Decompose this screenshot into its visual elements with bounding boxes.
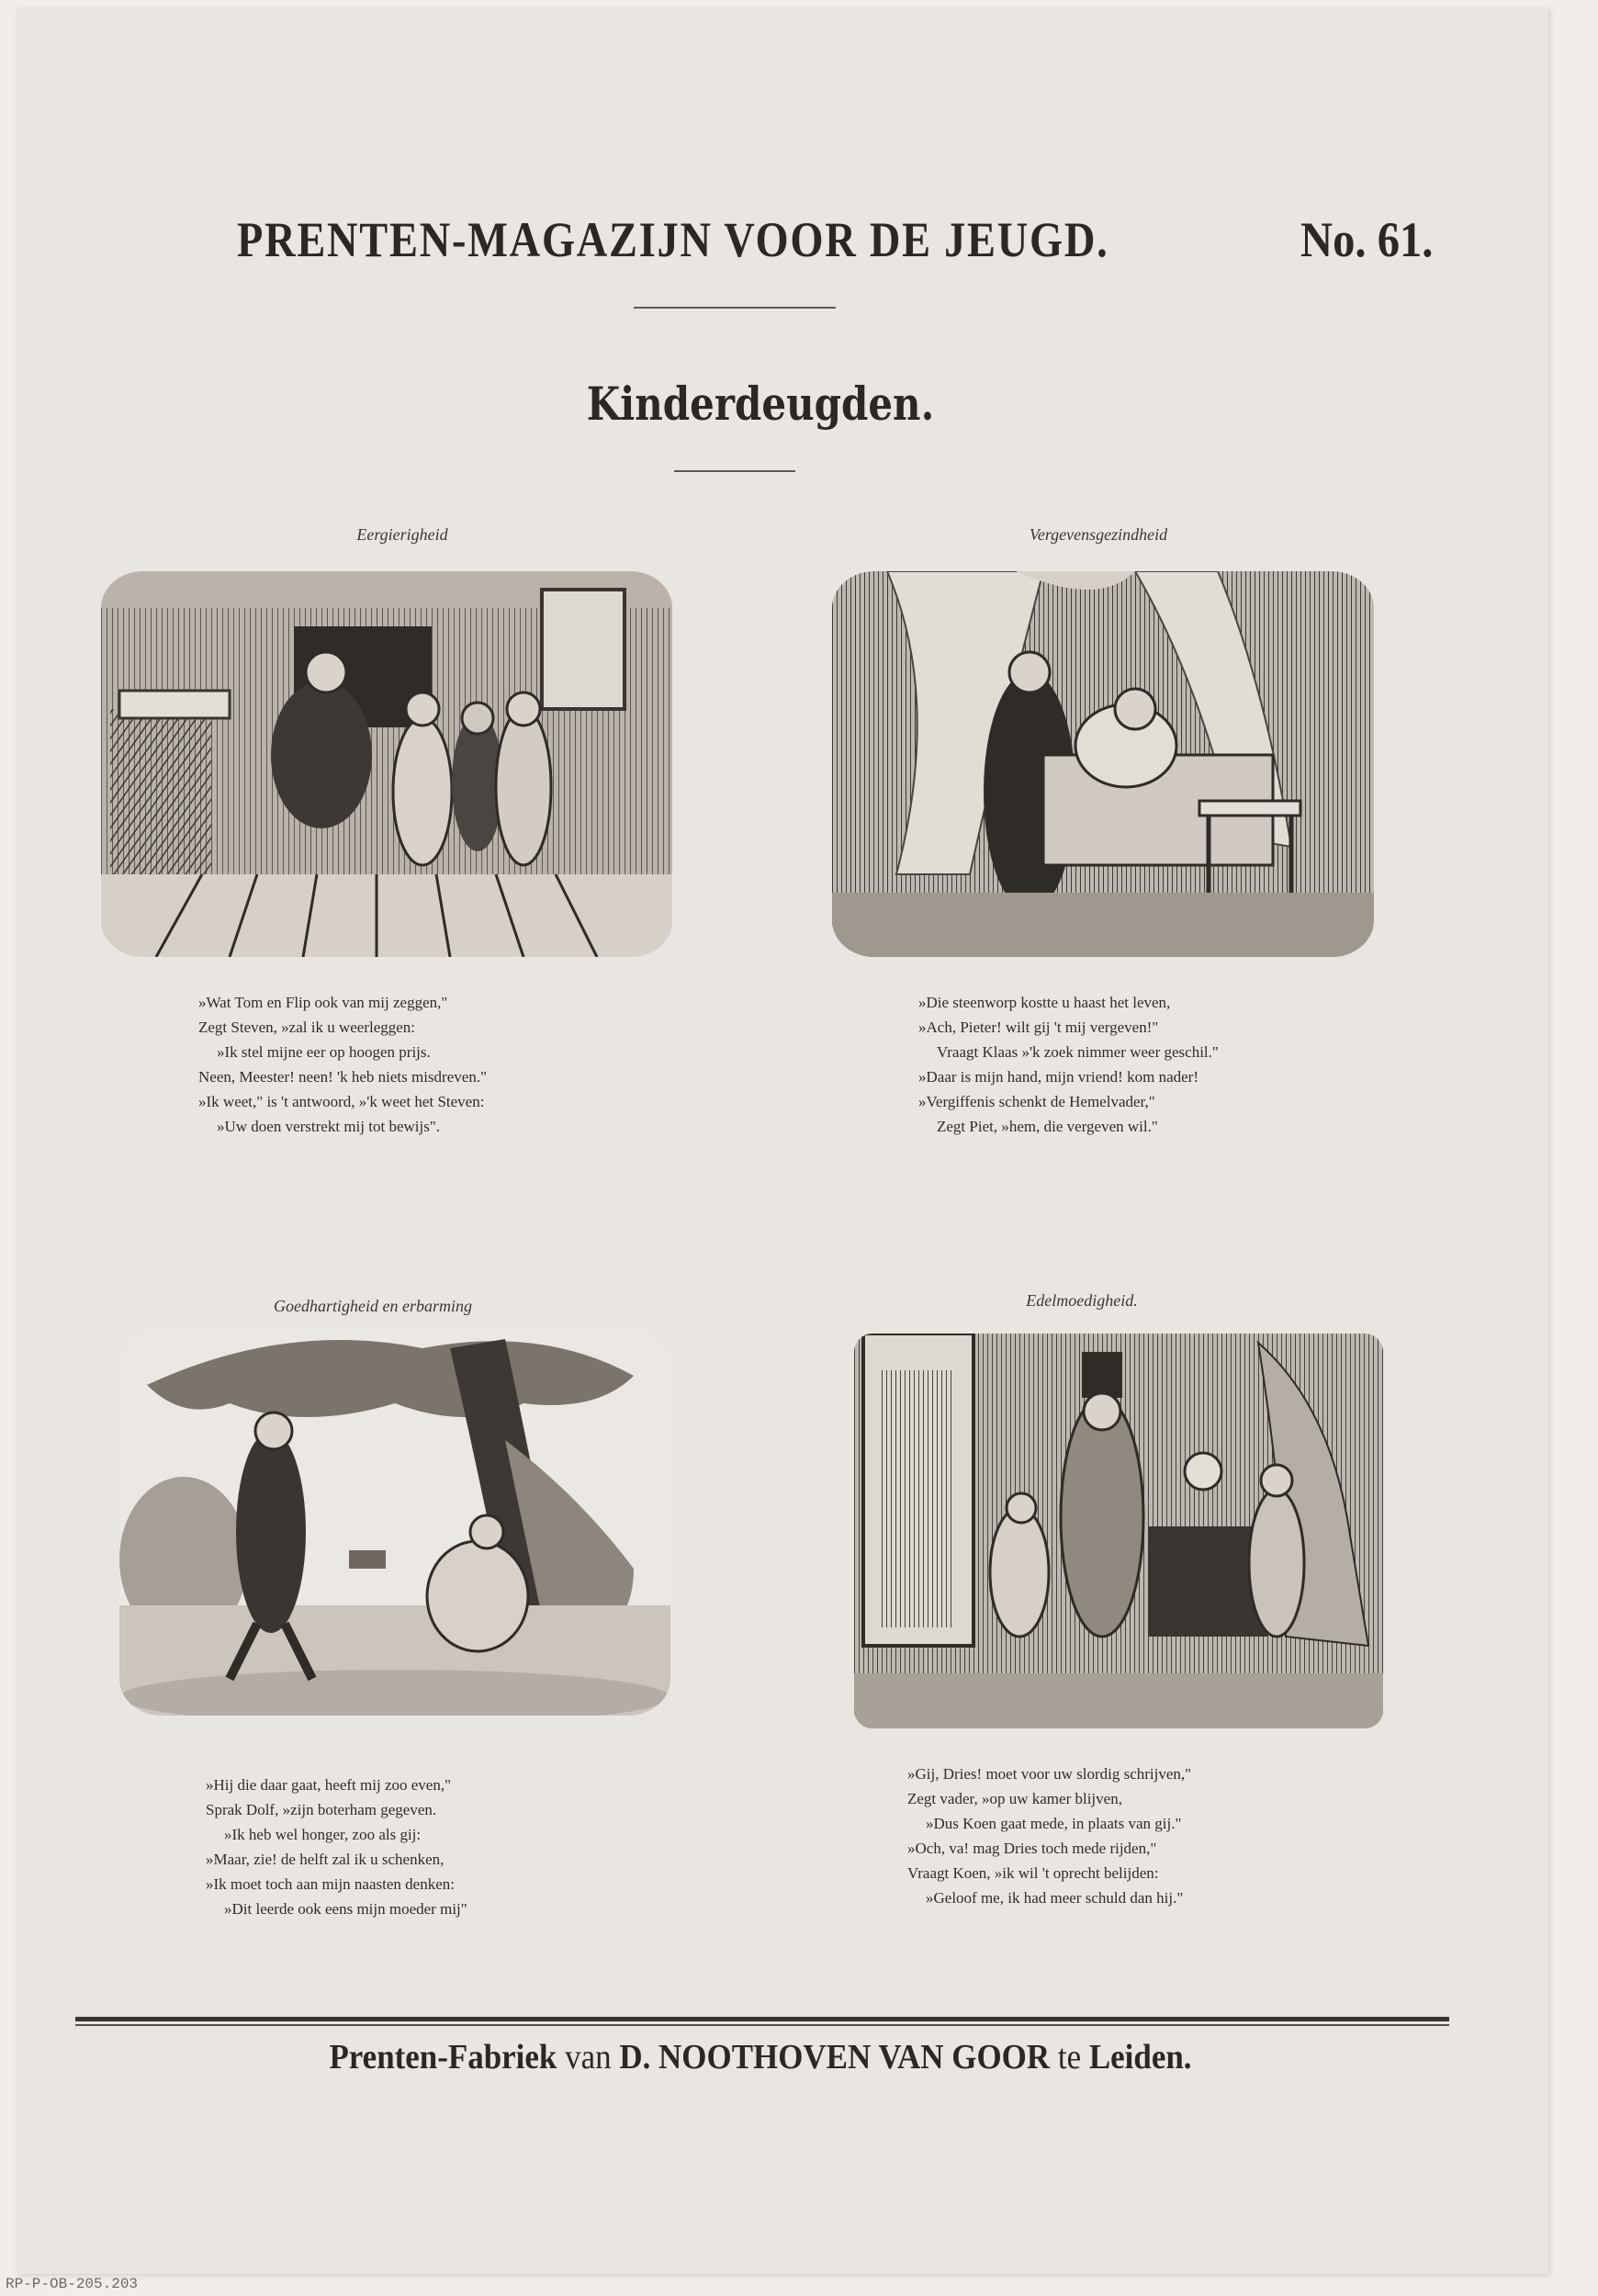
- verse-line: »Hij die daar gaat, heeft mij zoo even,": [206, 1776, 452, 1794]
- footer-rule-thin: [75, 2024, 1449, 2026]
- verse-line: »Ik weet," is 't antwoord, »'k weet het Steven:: [198, 1093, 485, 1110]
- verse-line: »Die steenworp kostte u haast het leven,: [918, 994, 1171, 1011]
- verse-line: »Dit leerde ook eens mijn moeder mij": [224, 1900, 467, 1918]
- verse-line: »Uw doen verstrekt mij tot bewijs".: [217, 1118, 441, 1135]
- verse-line: Zegt Steven, »zal ik u weerleggen:: [198, 1019, 416, 1036]
- panel-verse: [918, 990, 1219, 1139]
- verse-line: »Ach, Pieter! wilt gij 't mij vergeven!": [918, 1019, 1159, 1036]
- verse-line: »Dus Koen gaat mede, in plaats van gij.": [926, 1815, 1182, 1832]
- publisher-connector: te: [1057, 2038, 1082, 2077]
- panel-caption: Vergevensgezindheid: [1029, 525, 1168, 544]
- panel-caption: Eergierigheid: [356, 525, 448, 544]
- panel-illustration-interior-door: [854, 1334, 1383, 1728]
- sheet-subtitle: Kinderdeugden.: [586, 377, 935, 431]
- panel-verse: [198, 990, 487, 1139]
- subtitle-divider: [674, 470, 795, 472]
- publisher-middle: van: [565, 2038, 612, 2077]
- title-divider: [634, 307, 836, 309]
- verse-line: »Ik moet toch aan mijn naasten denken:: [206, 1875, 455, 1893]
- verse-line: »Daar is mijn hand, mijn vriend! kom nader!: [918, 1068, 1198, 1086]
- footer-rule: [75, 2017, 1449, 2021]
- panel-illustration-sickbed: [832, 571, 1374, 957]
- panel-illustration-classroom: [101, 571, 672, 957]
- panel-verse: [907, 1761, 1191, 1910]
- verse-line: Zegt vader, »op uw kamer blijven,: [907, 1790, 1122, 1807]
- verse-line: Zegt Piet, »hem, die vergeven wil.": [937, 1118, 1158, 1135]
- publisher-prefix: Prenten-Fabriek: [329, 2038, 557, 2077]
- verse-line: »Vergiffenis schenkt de Hemelvader,": [918, 1093, 1155, 1110]
- verse-line: Vraagt Koen, »ik wil 't oprecht belijden:: [907, 1864, 1159, 1882]
- verse-line: Neen, Meester! neen! 'k heb niets misdreven.": [198, 1068, 488, 1086]
- verse-line: »Geloof me, ik had meer schuld dan hij.": [926, 1889, 1184, 1907]
- magazine-title: PRENTEN-MAGAZIJN VOOR DE JEUGD.: [237, 212, 1109, 267]
- print-sheet: [17, 7, 1548, 2274]
- verse-line: »Ik stel mijne eer op hoogen prijs.: [217, 1043, 431, 1061]
- verse-line: Vraagt Klaas »'k zoek nimmer weer geschil.": [937, 1043, 1219, 1061]
- issue-number: No. 61.: [1300, 212, 1434, 267]
- publisher-name: D. NOOTHOVEN VAN GOOR: [619, 2038, 1051, 2077]
- verse-line: »Gij, Dries! moet voor uw slordig schrijven,": [907, 1765, 1192, 1783]
- inventory-mark: RP-P-OB-205.203: [6, 2276, 139, 2292]
- verse-line: »Och, va! mag Dries toch mede rijden,": [907, 1840, 1157, 1857]
- verse-line: »Maar, zie! de helft zal ik u schenken,: [206, 1851, 445, 1868]
- panel-illustration-tree-landscape: [119, 1330, 670, 1716]
- panel-caption: Edelmoedigheid.: [1026, 1291, 1138, 1310]
- publisher-line: [76, 2037, 1445, 2077]
- publisher-city: Leiden.: [1088, 2038, 1192, 2077]
- panel-caption: Goedhartigheid en erbarming: [274, 1297, 472, 1315]
- panel-verse: [206, 1773, 467, 1921]
- verse-line: »Ik heb wel honger, zoo als gij:: [224, 1826, 422, 1843]
- verse-line: »Wat Tom en Flip ook van mij zeggen,": [198, 994, 448, 1011]
- verse-line: Sprak Dolf, »zijn boterham gegeven.: [206, 1801, 437, 1818]
